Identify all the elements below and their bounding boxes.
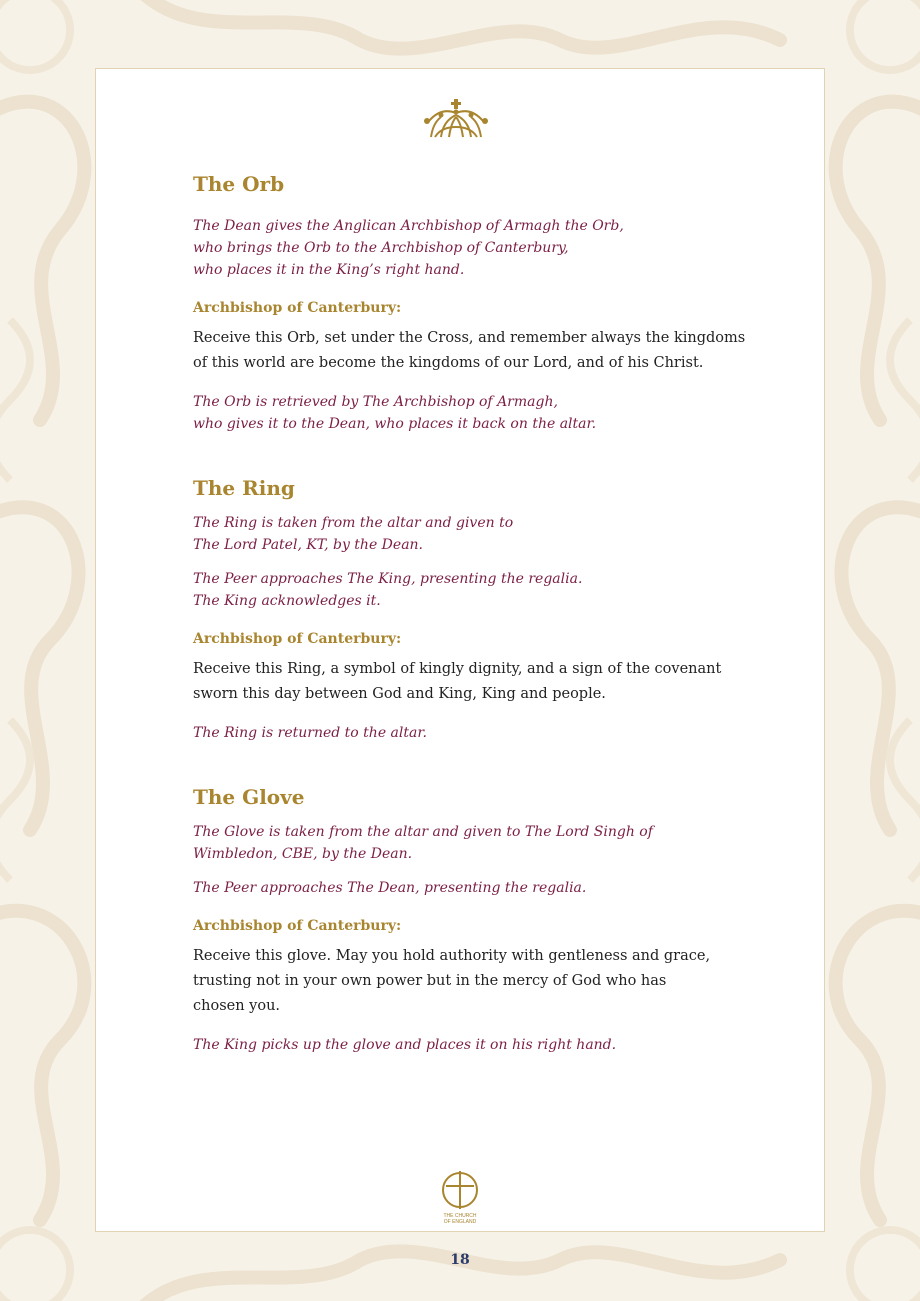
rubric-orb-instruction: The Dean gives the Anglican Archbishop of Armagh the Orb, who brings the Orb to the Archbishop of Canterbury, who places it in the King’s right hand. [193,218,624,278]
section-title-orb: The Orb [193,172,285,196]
section-title-ring: The Ring [193,476,295,500]
crown-icon [421,97,491,143]
church-of-england-logo [438,1170,482,1228]
page-number: 18 [450,1252,470,1268]
speech-ring: Receive this Ring, a symbol of kingly dignity, and a sign of the covenant sworn this day between God and King, King and people. [193,661,722,702]
rubric-glove-instruction: The Glove is taken from the altar and given to The Lord Singh of Wimbledon, CBE, by the Dean. [193,824,653,862]
rubric-glove-peer: The Peer approaches The Dean, presenting the regalia. [193,880,587,896]
section-title-glove: The Glove [193,785,305,809]
liturgy-content [193,172,753,1056]
speech-glove: Receive this glove. May you hold authority with gentleness and grace, trusting not in your own power but in the mercy of God who has chosen you. [193,948,711,1014]
speech-orb: Receive this Orb, set under the Cross, and remember always the kingdoms of this world are become the kingdoms of our Lord, and of his Christ. [193,330,746,371]
logo-text-line2: OF ENGLAND [443,1219,477,1225]
rubric-ring-returned: The Ring is returned to the altar. [193,725,427,741]
speaker-label: Archbishop of Canterbury: [193,631,402,647]
rubric-ring-peer: The Peer approaches The King, presenting the regalia. The King acknowledges it. [193,571,583,609]
rubric-orb-retrieved: The Orb is retrieved by The Archbishop of Armagh, who gives it to the Dean, who places it back on the altar. [193,394,597,432]
rubric-ring-instruction: The Ring is taken from the altar and given to The Lord Patel, KT, by the Dean. [193,515,514,553]
speaker-label: Archbishop of Canterbury: [193,300,402,316]
speaker-label: Archbishop of Canterbury: [193,918,402,934]
logo-text-line1: THE CHURCH [443,1213,477,1219]
rubric-glove-placed: The King picks up the glove and places it on his right hand. [193,1037,617,1053]
